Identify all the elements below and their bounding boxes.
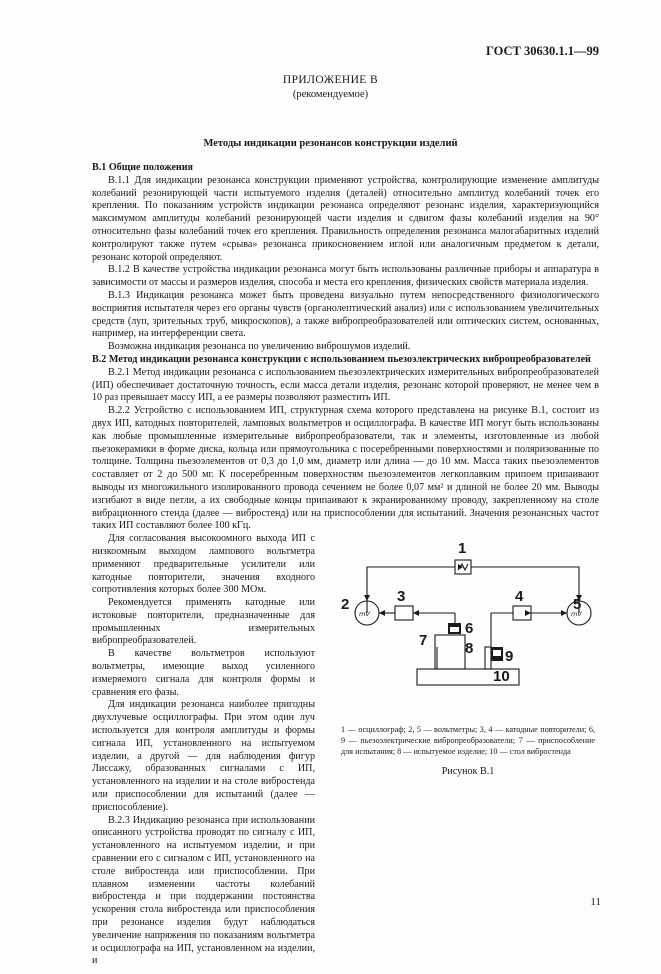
section-heading-b1: В.1 Общие положения	[92, 162, 194, 173]
document-title: Методы индикации резонансов конструкции изделий	[203, 138, 458, 149]
paragraph-b2-2-followers: Рекомендуется применять катодные или истоковые повторители, предназначенные для промышленных измерительных вибропреобразователей.	[92, 597, 315, 647]
label-10: 10	[493, 668, 510, 686]
figure-b1	[337, 537, 599, 974]
appendix-title: ПРИЛОЖЕНИЕ В	[282, 74, 379, 86]
paragraph-b2-2-oscilloscope: Для индикации резонанса наиболее пригодны двухлучевые осциллографы. При этом один луч используется для контроля амплитуды и формы сигнала ИП, установленного на испытуемом изделии, а другой — для наблюдения фигур Лиссажу, образованных сигналами с ИП, установленного на изделии и на столе вибростенда или приспособлении для испытаний (далее — приспособление).	[92, 699, 315, 813]
fixture-7	[435, 635, 465, 669]
cathode-follower-3	[395, 606, 413, 620]
figure-caption: Рисунок В.1	[441, 766, 495, 778]
standard-number: ГОСТ 30630.1.1—99	[485, 44, 599, 58]
section-heading-b2: В.2 Метод индикации резонанса конструкции с использованием пьезоэлектрических вибропреобразователей	[92, 353, 591, 365]
label-2: 2	[341, 596, 350, 614]
body-text	[92, 162, 599, 974]
voltmeter-5-symbol: mV	[571, 610, 582, 619]
paragraph-b2-2-voltmeters: В качестве вольтметров используют вольтметры, имеющие выход усиленного измеряемого сигнала для контроля формы и сравнения его фазы.	[92, 648, 315, 698]
label-7: 7	[419, 632, 428, 650]
paragraph-b1-3: В.1.3 Индикация резонанса может быть проведена визуально путем непосредственного физиологического восприятия испытателя через его органы чувств (органолептический анализ) или с использованием увеличительных средств (луп, зрительных труб, микроскопов), а также вибропреобразователей или оптических систем, основанных, например, на интерференции света.	[92, 289, 599, 340]
block-diagram	[337, 540, 599, 717]
paragraph-b2-2-matching: Для согласования высокоомного выхода ИП с низкоомным выходом лампового вольтметра применяют предварительные усилители или катодные повторители, значения входного сопротивления которых более 300 МОм.	[92, 533, 315, 596]
paragraph-b2-2: В.2.2 Устройство с использованием ИП, структурная схема которого представлена на рисунке В.1, состоит из двух ИП, катодных повторителей, ламповых вольтметров и осциллографа. В качестве ИП могут быть использованы как любые промышленные измерительные вибропреобразователи, так и элементы, изготовленные из любой пьезокерамики в форме диска, кольца или прямоугольника с посеребренными поверхностями и поляризованные по толщине. Толщина пьезоэлементов от 0,3 до 1,0 мм, диаметр или длина — до 10 мм. Масса таких пьезоэлементов составляет от 2 до 500 мг. К посеребренным поверхностям пьезоэлементов легкоплавким припоем припаивают выводы из многожильного изолированного провода сечением не более 0,07 мм² и длиной не более 20 мм. Выводы изгибают в виде петли, а их свободные концы припаивают к экранированному проводу, закрепленному на столе вибрационного стенда (далее — вибростенд) или на приспособлении для испытаний. Значения резонансных частот таких ИП составляют более 100 кГц.	[92, 405, 599, 532]
appendix-subtitle: (рекомендуемое)	[292, 89, 369, 100]
paragraph-b1-1: В.1.1 Для индикации резонанса конструкции применяют устройства, контролирующие изменение амплитуды колебаний резонирующей части испытуемого изделия (деталей) относительно амплитуд колебаний точек его крепления. По показаниям устройств индикации резонанса определяют резонанс изделия, характеризующийся максимумом амплитуды колебаний резонирующей части изделия и сдвигом фазы колебаний изделия на 90° относительно фазы колебаний точек его крепления. Правильность определения резонанса малогабаритных изделий контролируют также путем «срыва» резонанса прикосновением иглой или аналогичным предметом к детали, резонанс которой определяют.	[92, 174, 599, 263]
label-6: 6	[465, 620, 474, 638]
label-4: 4	[515, 588, 524, 606]
paragraph-b1-2: В.1.2 В качестве устройства индикации резонанса могут быть использованы различные приборы и аппаратура в зависимости от массы и размеров изделия, способа и места его крепления, физических свойств материала изделия.	[92, 264, 599, 289]
label-8: 8	[465, 640, 474, 658]
label-9: 9	[505, 648, 514, 666]
label-5: 5	[573, 596, 582, 614]
label-3: 3	[397, 588, 406, 606]
voltmeter-2-symbol: mV	[359, 610, 370, 619]
paragraph-b2-3: В.2.3 Индикацию резонанса при использовании описанного устройства проводят по сигналу с ИП, установленного на испытуемом изделии, и при сравнении его с сигналом с ИП, установленного на столе вибростенда или приспособлении. При плавном изменении частоты колебаний вибростенда и при поддержании постоянства ускорения стола вибростенда или приспособления при резонансе изделия будут наблюдаться увеличение напряжения по показаниям вольтметра и осциллографа на ИП, установленном на изделии, и	[92, 814, 315, 967]
page-number: 11	[590, 896, 601, 908]
paragraph-b1-3-noise: Возможна индикация резонанса по увеличению виброшумов изделий.	[108, 341, 411, 353]
figure-legend: 1 — осциллограф; 2, 5 — вольтметры; 3, 4 — катодные повторители; 6, 9 — пьезоэлектрические вибропреобразователи; 7 — приспособление для испытания; 8 — испытуемое изделие; 10 — стол вибростенда	[341, 725, 595, 756]
paragraph-b2-1: В.2.1 Метод индикации резонанса с использованием пьезоэлектрических измерительных вибропреобразователей (ИП) обеспечивает достаточную точность, если масса детали изделия, резонанс которой проверяют, не менее чем в 10 раз превышает массу ИП, а ее размеры позволяют разместить ИП.	[92, 366, 599, 404]
label-1: 1	[458, 540, 467, 558]
